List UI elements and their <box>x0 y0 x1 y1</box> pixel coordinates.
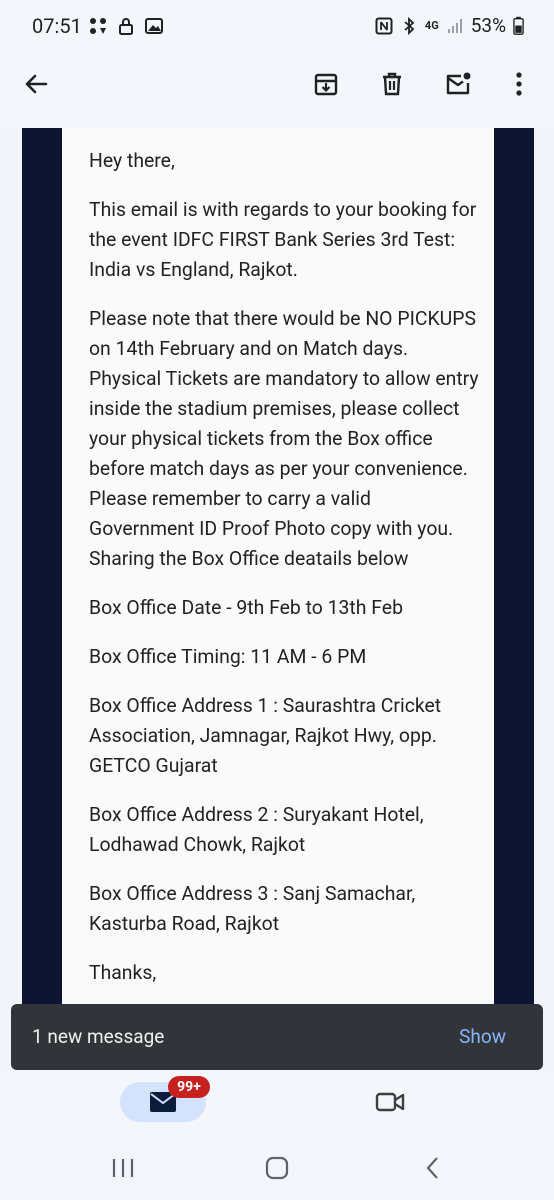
archive-button[interactable] <box>304 62 348 106</box>
notification-dots-icon <box>88 16 108 36</box>
delete-icon <box>378 70 406 98</box>
more-vert-icon <box>505 70 533 98</box>
video-camera-icon <box>374 1088 406 1116</box>
email-body-frame[interactable] <box>22 128 534 1004</box>
system-back-icon[interactable] <box>420 1156 446 1180</box>
more-options-button[interactable] <box>497 62 541 106</box>
email-paragraph: Box Office Timing: 11 AM - 6 PM <box>89 645 367 668</box>
unread-count-badge: 99+ <box>168 1076 210 1098</box>
status-right-icons <box>375 14 524 37</box>
status-time: 07:51 <box>32 14 82 38</box>
nav-meet-tab[interactable] <box>374 1088 406 1116</box>
snackbar <box>11 1004 543 1070</box>
network-type: 4G <box>424 19 439 32</box>
email-paragraph: This email is with regards to your booking for the event IDFC FIRST Bank Series 3rd Test: India vs England, Rajkot. <box>89 198 477 281</box>
status-left-icons <box>88 16 164 36</box>
archive-icon <box>312 70 340 98</box>
mark-unread-icon <box>444 70 472 98</box>
email-paragraph: Box Office Address 3 : Sanj Samachar, Kasturba Road, Rajkot <box>89 882 416 935</box>
signal-icon <box>446 17 464 35</box>
bottom-nav <box>0 1070 554 1138</box>
image-icon <box>144 16 164 36</box>
recent-apps-icon[interactable] <box>110 1156 136 1180</box>
email-paragraph: Thanks, <box>89 961 157 984</box>
snackbar-show-button[interactable]: Show <box>459 1025 506 1048</box>
lock-icon <box>116 16 136 36</box>
email-paragraph: Box Office Address 2 : Suryakant Hotel, Lodhawad Chowk, Rajkot <box>89 803 424 856</box>
home-icon[interactable] <box>264 1156 290 1180</box>
mark-unread-button[interactable] <box>436 62 480 106</box>
battery-percent: 53% <box>470 14 506 37</box>
email-paragraph: Hey there, <box>89 149 175 172</box>
nfc-icon <box>375 17 393 35</box>
status-bar <box>0 0 554 54</box>
system-nav-bar <box>0 1138 554 1200</box>
app-bar <box>0 54 554 128</box>
email-paragraph: Please note that there would be NO PICKUPS on 14th February and on Match days. Physical Tickets are mandatory to allow entry inside the stadium premises, please collect your physical tickets from the Box office before match days as per your convenience. Please remember to carry a valid Government ID Proof Photo copy with you. Sharing the Box Office deatails below <box>89 307 479 570</box>
back-button[interactable] <box>14 62 58 106</box>
back-arrow-icon <box>22 70 50 98</box>
delete-button[interactable] <box>370 62 414 106</box>
battery-icon <box>513 16 524 35</box>
email-card <box>62 128 494 1004</box>
bluetooth-icon <box>400 17 418 35</box>
snackbar-message: 1 new message <box>32 1025 165 1048</box>
email-paragraph: Box Office Address 1 : Saurashtra Cricket Association, Jamnagar, Rajkot Hwy, opp. GETCO Gujarat <box>89 694 442 777</box>
email-paragraph: Box Office Date - 9th Feb to 13th Feb <box>89 596 403 619</box>
email-content <box>89 146 479 1004</box>
